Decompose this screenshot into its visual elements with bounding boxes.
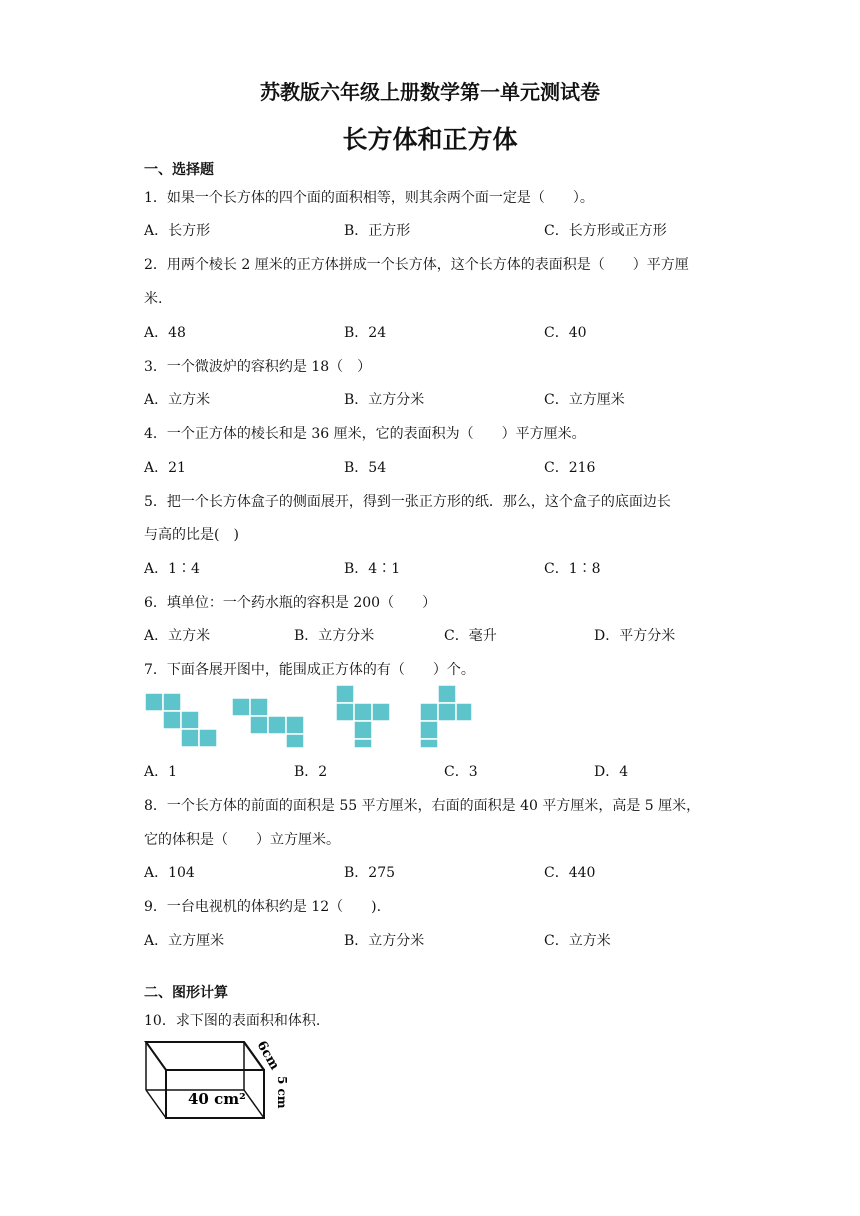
q8-option-c: C．440 (544, 865, 596, 881)
q9-option-a: A．立方厘米 (144, 933, 225, 949)
question-4: 4．一个正方体的棱长和是 36 厘米，它的表面积为（ ）平方厘米。 (144, 426, 586, 442)
q7-option-b: B．2 (294, 764, 328, 780)
question-6: 6．填单位：一个药水瓶的容积是 200（ ） (144, 595, 437, 611)
q6-option-b: B．立方分米 (294, 628, 375, 644)
cube-net-2 (232, 698, 304, 748)
q7-option-a: A．1 (144, 764, 178, 780)
q3-option-a: A．立方米 (144, 392, 211, 408)
q3-option-c: C．立方厘米 (544, 392, 625, 408)
depth-label: 6cm (253, 1038, 282, 1073)
question-1: 1．如果一个长方体的四个面的面积相等，则其余两个面一定是（ ）。 (144, 190, 594, 206)
page-title: 苏教版六年级上册数学第一单元测试卷 (260, 80, 600, 104)
cuboid-figure (142, 1036, 292, 1120)
q6-option-d: D．平方分米 (594, 628, 676, 644)
section-heading-calc: 二、图形计算 (144, 985, 228, 1001)
q4-option-b: B．54 (344, 460, 387, 476)
q5-option-a: A．1∶4 (144, 561, 200, 577)
q5-option-c: C．1∶8 (544, 561, 601, 577)
q1-option-c: C．长方形或正方形 (544, 223, 667, 239)
cube-net-4 (420, 685, 472, 748)
cube-nets-figure (144, 684, 484, 748)
q4-option-a: A．21 (144, 460, 186, 476)
q1-option-b: B．正方形 (344, 223, 411, 239)
q2-option-c: C．40 (544, 325, 587, 341)
page-subtitle: 长方体和正方体 (342, 125, 518, 154)
question-5-cont: 与高的比是( ) (144, 527, 239, 543)
q5-option-b: B．4∶1 (344, 561, 401, 577)
height-label: 5 cm (275, 1076, 289, 1109)
q6-option-a: A．立方米 (144, 628, 211, 644)
question-8-cont: 它的体积是（ ）立方厘米。 (144, 832, 340, 848)
q7-option-c: C．3 (444, 764, 478, 780)
question-2-cont: 米. (144, 291, 163, 307)
cube-net-3 (336, 685, 390, 748)
q4-option-c: C．216 (544, 460, 596, 476)
q8-option-b: B．275 (344, 865, 396, 881)
question-3: 3．一个微波炉的容积约是 18（ ） (144, 359, 372, 375)
q2-option-b: B．24 (344, 325, 387, 341)
q3-option-b: B．立方分米 (344, 392, 425, 408)
question-10: 10．求下图的表面积和体积. (144, 1013, 321, 1029)
q8-option-a: A．104 (144, 865, 195, 881)
cube-net-1 (145, 693, 217, 747)
question-8: 8．一个长方体的前面的面积是 55 平方厘米，右面的面积是 40 平方厘米，高是 5 厘米， (144, 798, 701, 814)
front-area-label: 40 cm² (188, 1090, 246, 1108)
question-7: 7．下面各展开图中，能围成正方体的有（ ）个。 (144, 662, 475, 678)
question-2: 2．用两个棱长 2 厘米的正方体拼成一个长方体，这个长方体的表面积是（ ）平方厘 (144, 257, 689, 273)
q2-option-a: A．48 (144, 325, 186, 341)
q7-option-d: D．4 (594, 764, 629, 780)
section-heading-choice: 一、选择题 (144, 162, 214, 178)
q9-option-b: B．立方分米 (344, 933, 425, 949)
question-9: 9．一台电视机的体积约是 12（ ). (144, 899, 382, 915)
q1-option-a: A．长方形 (144, 223, 211, 239)
q9-option-c: C．立方米 (544, 933, 611, 949)
q6-option-c: C．毫升 (444, 628, 497, 644)
question-5: 5．把一个长方体盒子的侧面展开，得到一张正方形的纸．那么，这个盒子的底面边长 (144, 494, 671, 510)
